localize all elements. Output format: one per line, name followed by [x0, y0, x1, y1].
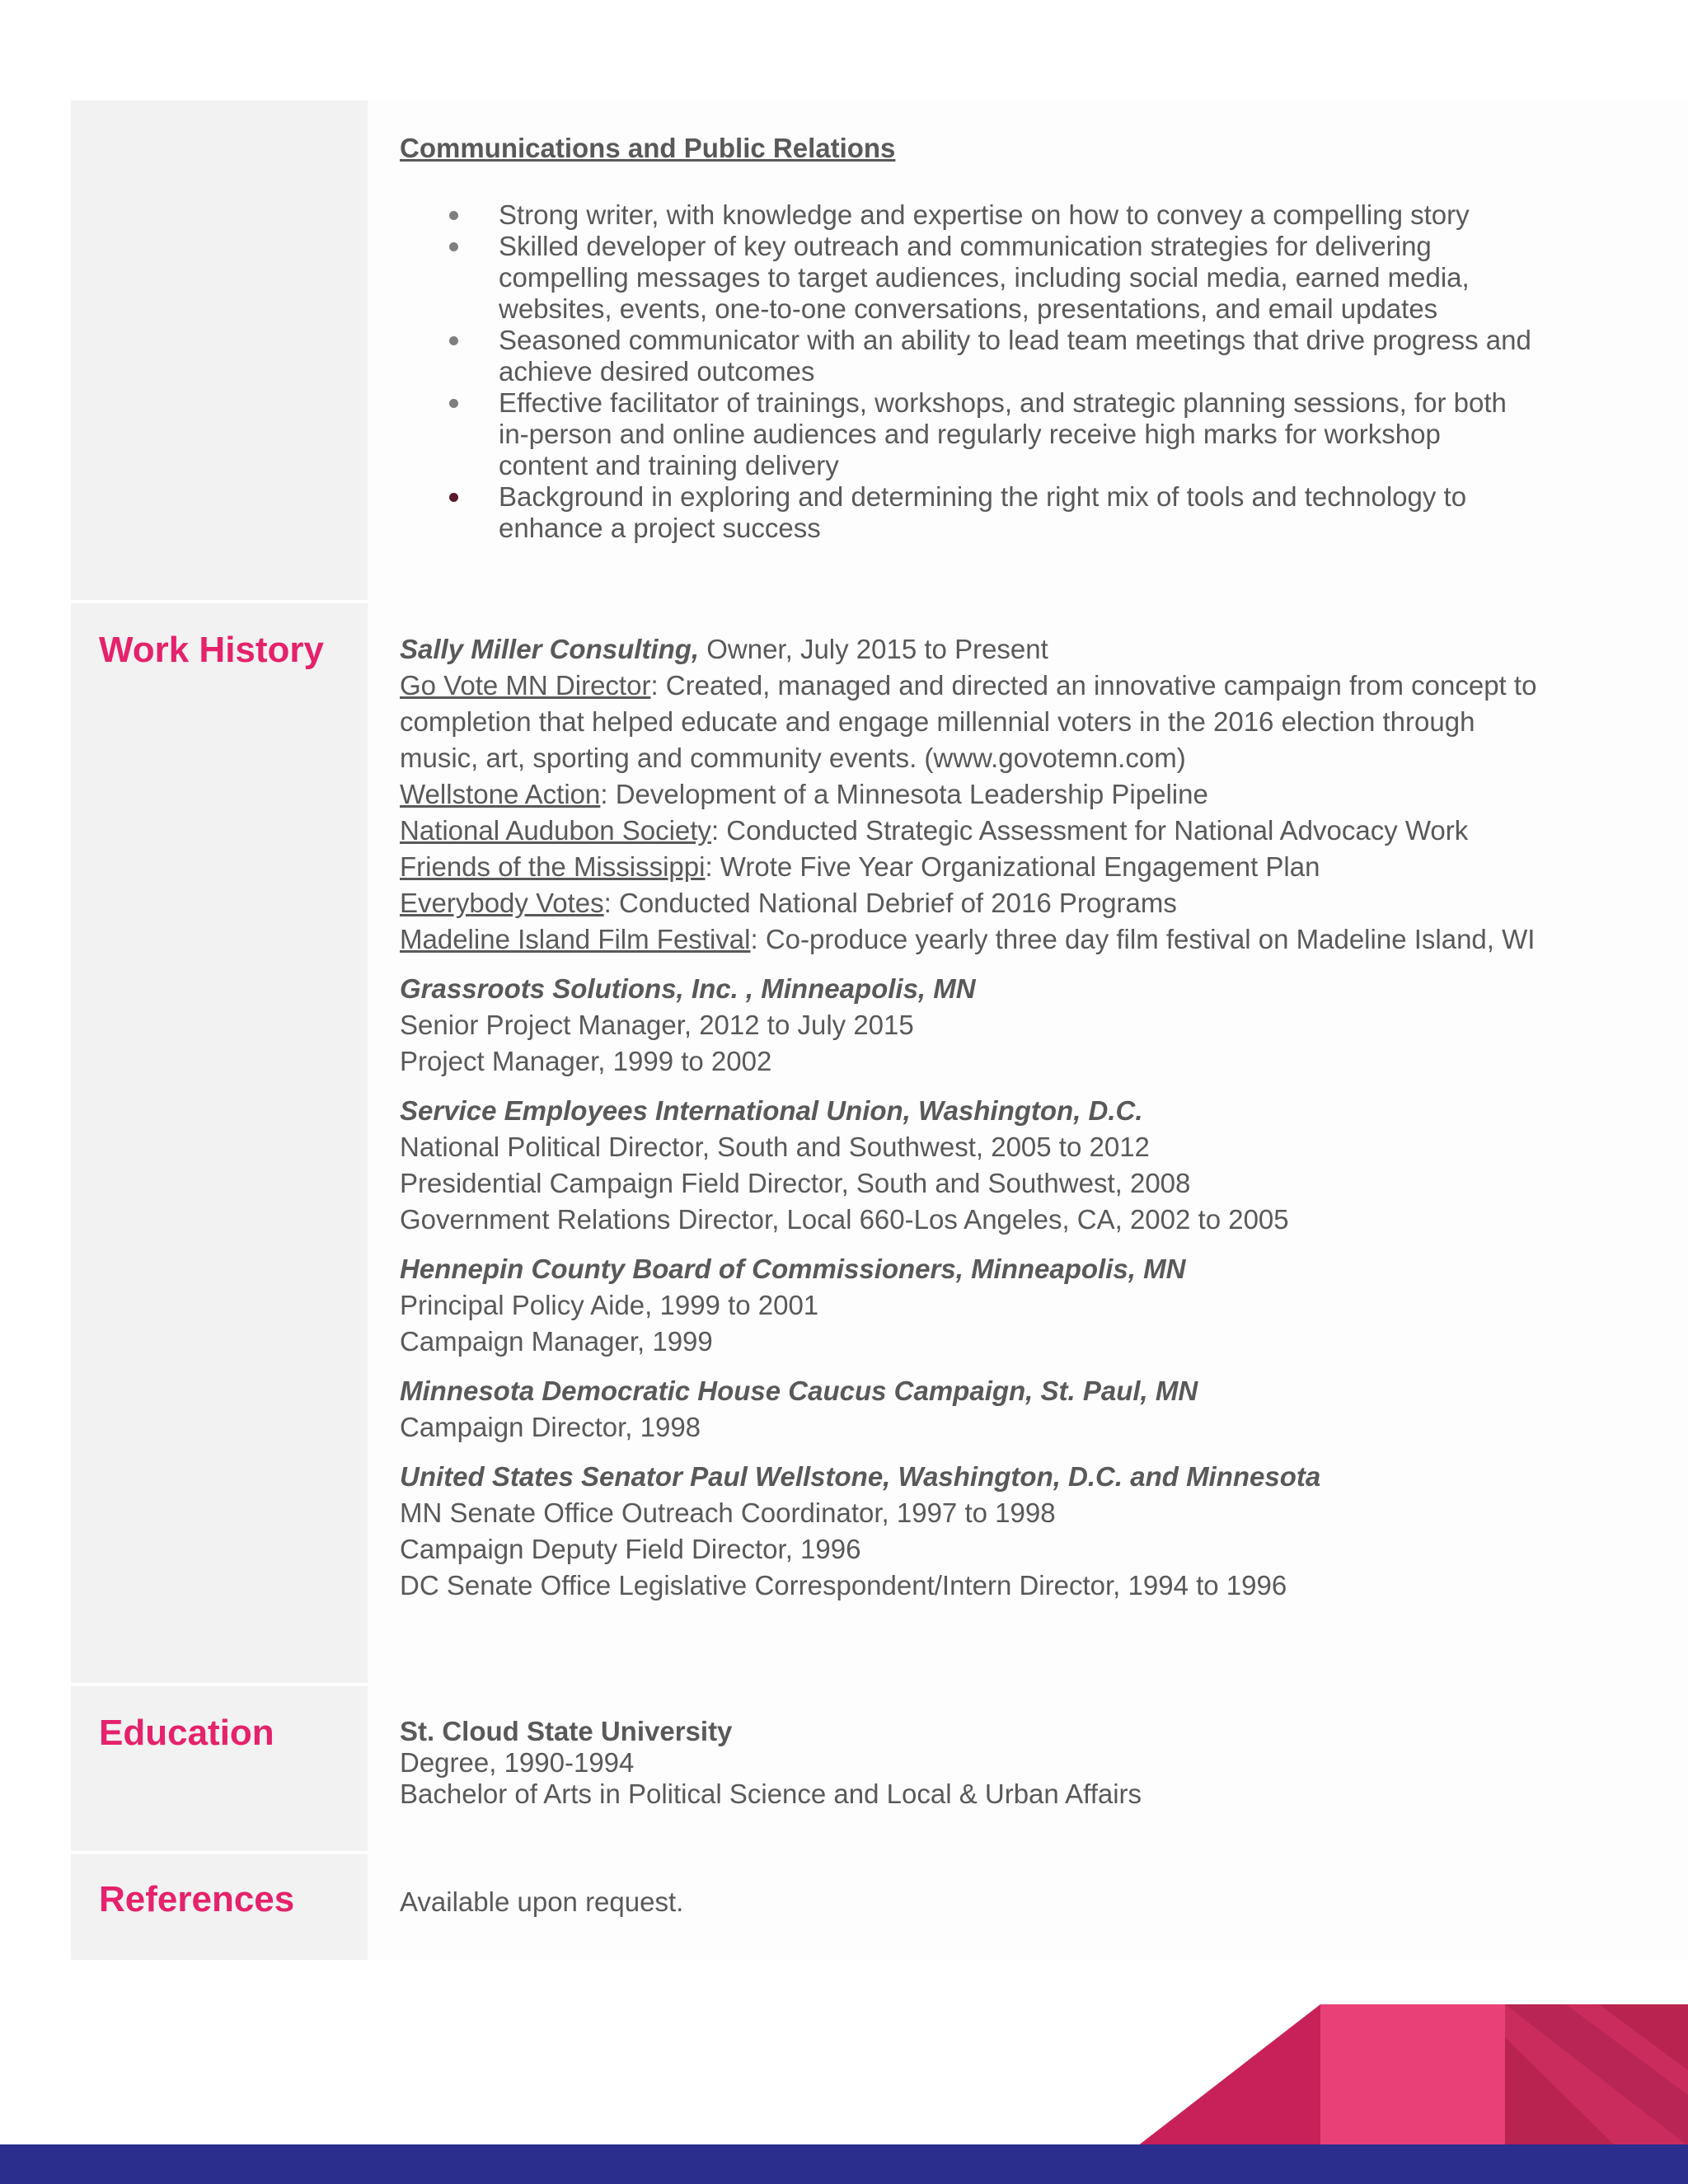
- employer-name: United States Senator Paul Wellstone, Washington, D.C. and Minnesota: [400, 1461, 1321, 1492]
- job-role: Owner, July 2015 to Present: [699, 634, 1048, 664]
- work-history-heading: Work History: [99, 630, 325, 670]
- job-entry: [400, 1251, 1537, 1360]
- job-entry: [400, 1093, 1537, 1238]
- project-name: Everybody Votes: [400, 888, 604, 918]
- footer-bar: [0, 2144, 1688, 2184]
- job-entry: [400, 1459, 1537, 1604]
- project-line: National Audubon Society: Conducted Strategic Assessment for National Advocacy Work: [400, 815, 1469, 846]
- project-name: Madeline Island Film Festival: [400, 924, 751, 954]
- degree-line: Degree, 1990-1994: [400, 1747, 635, 1778]
- project-line: Friends of the Mississippi: Wrote Five Year Organizational Engagement Plan: [400, 851, 1320, 882]
- sidebar-block-education: [71, 1686, 368, 1851]
- skills-title: Communications and Public Relations: [400, 133, 896, 163]
- footer-decoration: [1137, 2004, 1688, 2146]
- bullet-icon: [449, 211, 458, 220]
- employer-name: Sally Miller Consulting,: [400, 634, 700, 664]
- decor-block-middle: [1320, 2004, 1505, 2146]
- work-history-section: [400, 631, 1537, 1604]
- decor-triangle-left: [1137, 2004, 1320, 2146]
- references-section: [400, 1884, 1537, 1920]
- skills-item: Strong writer, with knowledge and expertise on how to convey a compelling story: [400, 199, 1537, 231]
- references-text: Available upon request.: [400, 1886, 684, 1917]
- skills-list: [400, 199, 1537, 544]
- bullet-icon: [449, 493, 458, 502]
- project-name: National Audubon Society: [400, 815, 711, 846]
- project-line: Go Vote MN Director: Created, managed and directed an innovative campaign from concept to completion that helped educate and engage millennial voters in the 2016 election through music, art, sporting and community events. (www.govotemn.com): [400, 670, 1537, 773]
- job-entry: [400, 971, 1537, 1080]
- project-line: Wellstone Action: Development of a Minnesota Leadership Pipeline: [400, 779, 1208, 809]
- bullet-icon: [449, 336, 458, 345]
- employer-name: Grassroots Solutions, Inc. , Minneapolis, MN: [400, 973, 976, 1004]
- education-heading: Education: [99, 1713, 274, 1753]
- job-entry: [400, 1373, 1537, 1446]
- employer-name: Hennepin County Board of Commissioners, Minneapolis, MN: [400, 1254, 1186, 1284]
- sidebar-block-work-history: [71, 603, 368, 1683]
- job-line: Campaign Deputy Field Director, 1996: [400, 1534, 861, 1564]
- job-line: MN Senate Office Outreach Coordinator, 1997 to 1998: [400, 1497, 1056, 1528]
- major-line: Bachelor of Arts in Political Science and Local & Urban Affairs: [400, 1779, 1142, 1809]
- job-line: Principal Policy Aide, 1999 to 2001: [400, 1290, 819, 1320]
- education-section: [400, 1716, 1537, 1810]
- project-name: Friends of the Mississippi: [400, 851, 706, 882]
- job-line: Senior Project Manager, 2012 to July 2015: [400, 1010, 914, 1040]
- job-line: Campaign Director, 1998: [400, 1412, 701, 1442]
- project-name: Wellstone Action: [400, 779, 601, 809]
- bullet-icon: [449, 242, 458, 251]
- project-name: Go Vote MN Director: [400, 670, 651, 701]
- job-sally-miller: [400, 631, 1537, 958]
- employer-name: Minnesota Democratic House Caucus Campaign, St. Paul, MN: [400, 1376, 1198, 1406]
- project-line: Madeline Island Film Festival: Co-produce yearly three day film festival on Madeline Island, WI: [400, 924, 1536, 954]
- skills-section: [400, 130, 1537, 544]
- job-line: Presidential Campaign Field Director, South and Southwest, 2008: [400, 1168, 1191, 1198]
- references-heading: References: [99, 1879, 295, 1919]
- job-line: DC Senate Office Legislative Correspondent/Intern Director, 1994 to 1996: [400, 1570, 1287, 1601]
- job-line: National Political Director, South and Southwest, 2005 to 2012: [400, 1132, 1150, 1162]
- skills-item: Seasoned communicator with an ability to lead team meetings that drive progress and achieve desired outcomes: [400, 325, 1537, 387]
- school-name: St. Cloud State University: [400, 1716, 733, 1746]
- job-line: Campaign Manager, 1999: [400, 1326, 713, 1357]
- job-line: Government Relations Director, Local 660-Los Angeles, CA, 2002 to 2005: [400, 1204, 1289, 1235]
- skills-item: Background in exploring and determining the right mix of tools and technology to enhance a project success: [400, 481, 1537, 544]
- employer-name: Service Employees International Union, Washington, D.C.: [400, 1095, 1143, 1126]
- job-line: Project Manager, 1999 to 2002: [400, 1046, 772, 1076]
- project-line: Everybody Votes: Conducted National Debrief of 2016 Programs: [400, 888, 1177, 918]
- bullet-icon: [449, 399, 458, 408]
- skills-item: Skilled developer of key outreach and communication strategies for delivering compelling messages to target audiences, including social media, earned media, websites, events, one-to-one conversations, presentations, and email updates: [400, 231, 1537, 325]
- skills-item: Effective facilitator of trainings, workshops, and strategic planning sessions, for both in-person and online audiences and regularly receive high marks for workshop content and training delivery: [400, 387, 1537, 481]
- sidebar-block-skills: [71, 101, 368, 600]
